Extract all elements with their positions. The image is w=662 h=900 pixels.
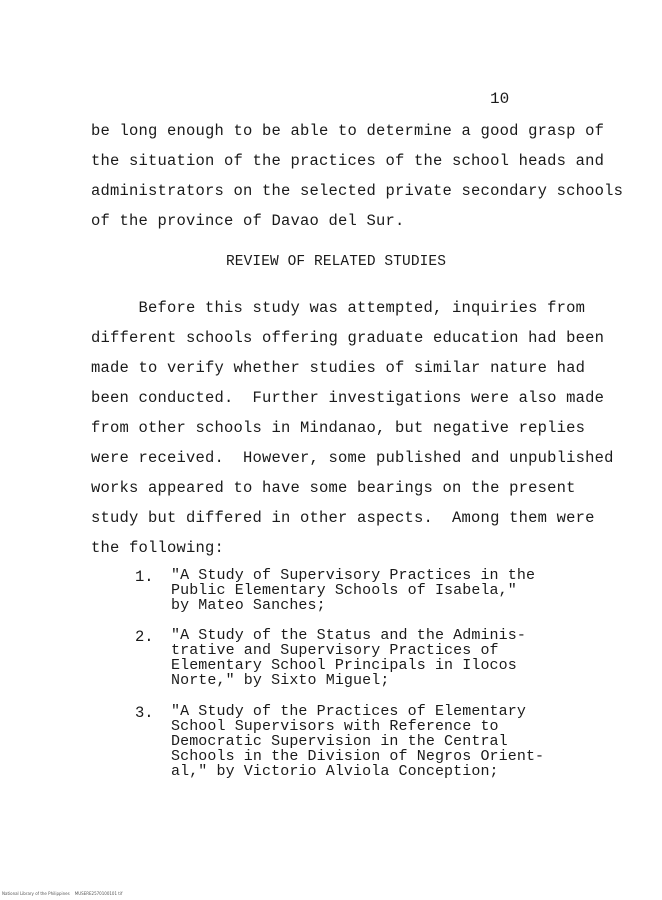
- list-item-line: Democratic Supervision in the Central: [171, 733, 508, 750]
- paragraph-line: the following:: [91, 539, 225, 557]
- paragraph-line: were received. However, some published and unpublished: [91, 449, 614, 467]
- list-item-line: "A Study of the Practices of Elementary: [171, 703, 526, 720]
- list-item-line: "A Study of the Status and the Adminis-: [171, 627, 526, 644]
- intro-line: be long enough to be able to determine a good grasp of: [91, 122, 605, 140]
- list-item-line: Elementary School Principals in Ilocos: [171, 657, 517, 674]
- intro-line: administrators on the selected private secondary schools: [91, 182, 624, 200]
- page-number: 10: [490, 90, 510, 108]
- intro-line: of the province of Davao del Sur.: [91, 212, 405, 230]
- paragraph-line: been conducted. Further investigations were also made: [91, 389, 605, 407]
- list-item-line: School Supervisors with Reference to: [171, 718, 499, 735]
- list-item-line: Norte," by Sixto Miguel;: [171, 672, 390, 689]
- paragraph-line: works appeared to have some bearings on the present: [91, 479, 576, 497]
- paragraph-line: made to verify whether studies of similar nature had: [91, 359, 586, 377]
- paragraph-line: study but differed in other aspects. Among them were: [91, 509, 595, 527]
- list-item-number: 3.: [135, 704, 154, 722]
- list-item-line: trative and Supervisory Practices of: [171, 642, 499, 659]
- list-item-line: Schools in the Division of Negros Orient-: [171, 748, 545, 765]
- paragraph-line: different schools offering graduate education had been: [91, 329, 605, 347]
- section-heading: REVIEW OF RELATED STUDIES: [226, 254, 447, 270]
- list-item-line: by Mateo Sanches;: [171, 597, 326, 614]
- paragraph-line: Before this study was attempted, inquiries from: [91, 299, 586, 317]
- list-item-number: 2.: [135, 628, 154, 646]
- footer-note: National Library of the Philippines MUSERE2570100101 tif: [2, 891, 123, 896]
- intro-line: the situation of the practices of the school heads and: [91, 152, 605, 170]
- list-item-line: Public Elementary Schools of Isabela,": [171, 582, 517, 599]
- list-item-line: "A Study of Supervisory Practices in the: [171, 567, 536, 584]
- list-item-line: al," by Victorio Alviola Conception;: [171, 763, 499, 780]
- list-item-number: 1.: [135, 568, 154, 586]
- paragraph-line: from other schools in Mindanao, but negative replies: [91, 419, 586, 437]
